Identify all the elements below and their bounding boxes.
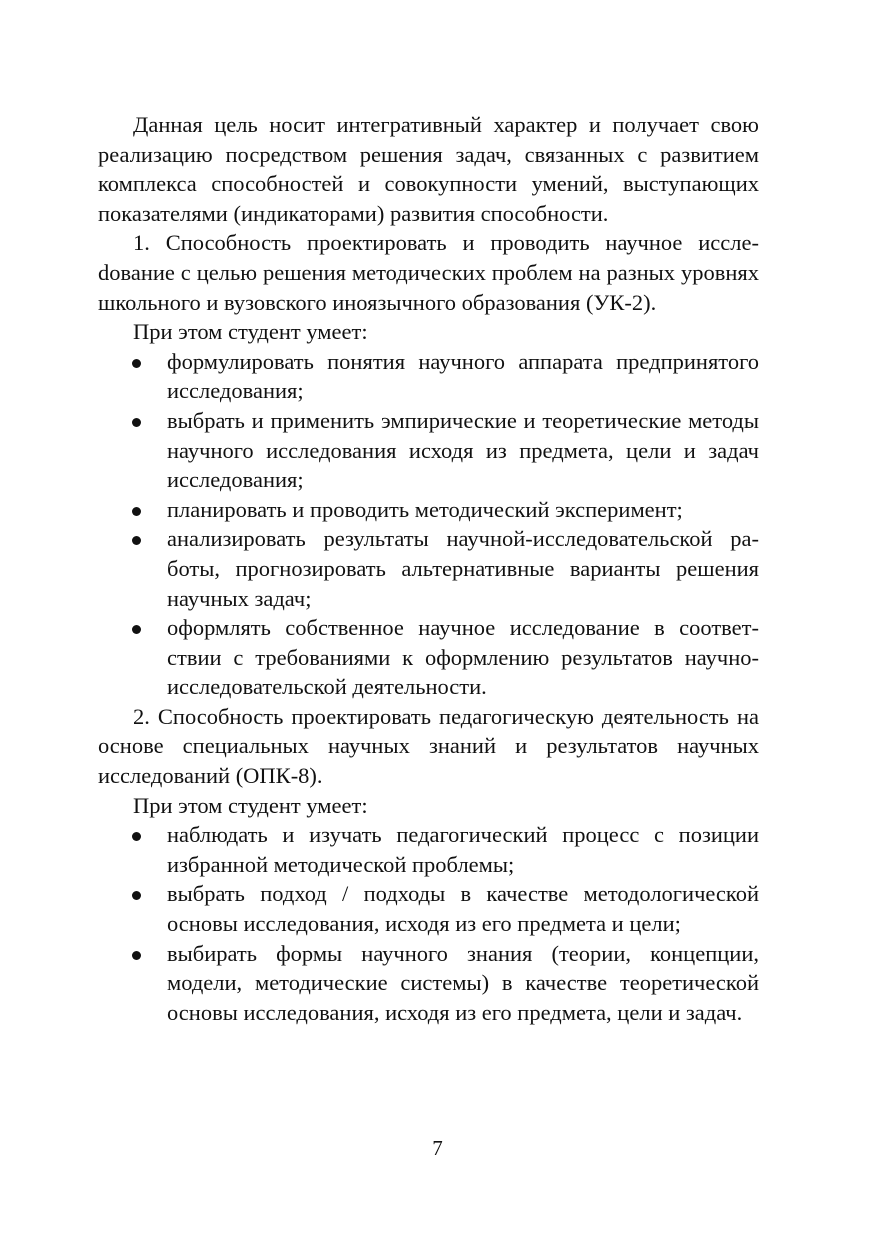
intro-paragraph: Данная цель носит интегративный характер и получает свою реализацию посредством решения задач, связанных с развитием комплекса способностей и совокупности умений, выступающих показателями (индикаторами) развития способности. (98, 112, 759, 226)
list-item: оформлять собственное научное исследование в соответствии с требованиями к оформлению результатов научно-исследовательской деятельности. (96, 613, 759, 702)
bullet-icon (132, 507, 141, 516)
list-item: выбрать подход / подходы в качестве методологической основы исследования, исходя из его предмета и цели; (96, 879, 759, 938)
ability-2-lead: При этом студент умеет: (133, 792, 368, 818)
list-item: выбрать и применить эмпирические и теоретические методы научного исследования исходя из предмета, цели и задач исследования; (96, 406, 759, 495)
bullet-icon (132, 625, 141, 634)
list-item: формулировать понятия научного аппарата предпринятого исследования; (96, 347, 759, 406)
ability-1-skill-list (98, 347, 759, 702)
bullet-icon (132, 951, 141, 960)
ability-1-lead: При этом студент умеет: (133, 319, 368, 345)
bullet-icon (132, 418, 141, 427)
ability-2-title: 2. Способность проектировать педагогическую деятельность на основе специальных научных знаний и результатов научных исследований (ОПК-8). (98, 703, 759, 789)
list-item: наблюдать и изучать педагогический процесс с позиции избранной методической проблемы; (96, 820, 759, 879)
ability-1-title: 1. Способность проектировать и проводить научное исслеdование с целью решения методических проблем на разных уровнях школьного и вузовского иноязычного образования (УК-2). (98, 230, 759, 315)
bullet-icon (132, 359, 141, 368)
ability-2-skill-list (98, 820, 759, 1027)
list-item: выбирать формы научного знания (теории, концепции, модели, методические системы) в качестве теоретической основы исследования, исходя из его предмета, цели и задач. (96, 939, 759, 1028)
page-number: 7 (432, 1136, 443, 1160)
bullet-icon (132, 536, 141, 545)
list-item: анализировать результаты научной-исследовательской работы, прогнозировать альтернативные варианты решения научных задач; (96, 524, 759, 613)
list-item: планировать и проводить методический эксперимент; (96, 495, 759, 525)
bullet-icon (132, 832, 141, 841)
bullet-icon (132, 891, 141, 900)
document-page (98, 110, 759, 1027)
